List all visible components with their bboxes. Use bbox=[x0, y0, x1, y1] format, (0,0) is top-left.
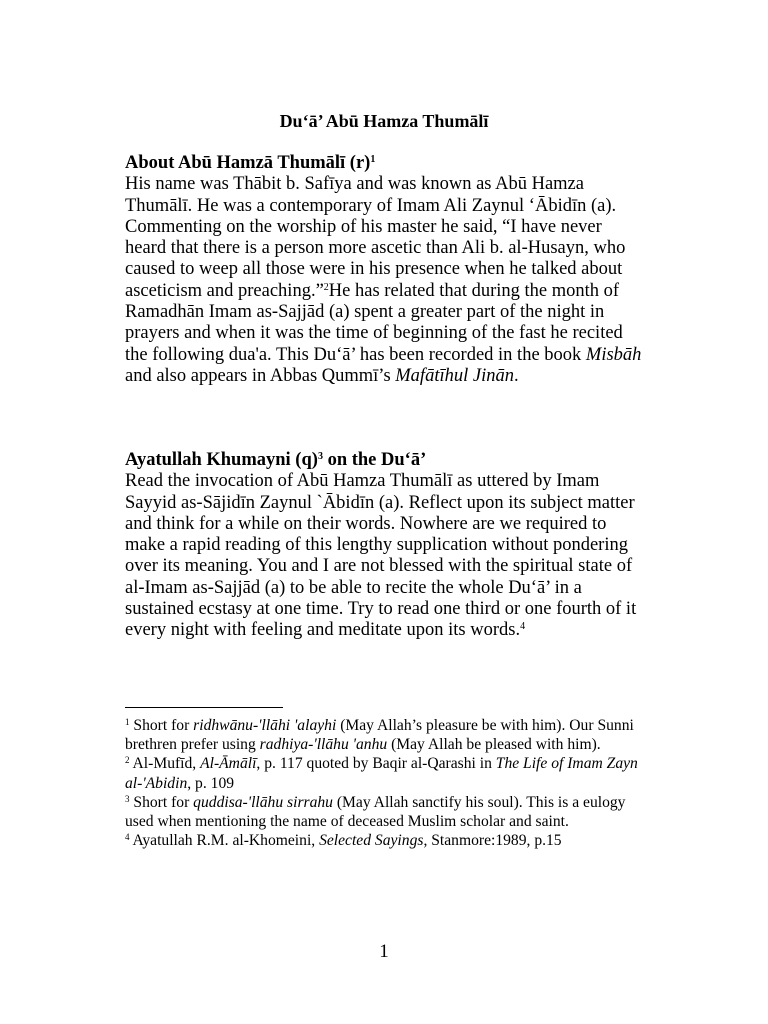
paragraph-text: . bbox=[513, 365, 519, 386]
footnote-text: Short for bbox=[129, 793, 194, 811]
footnote-ref-3: 3 bbox=[317, 451, 323, 462]
section-khumayni bbox=[125, 450, 645, 642]
paragraph-text: and also appears in Abbas Qummī’s bbox=[125, 365, 396, 386]
section-about-abu-hamza bbox=[125, 153, 645, 387]
footnote-ref-4: 4 bbox=[520, 621, 526, 633]
footnote-ref-1: 1 bbox=[370, 154, 376, 165]
footnote-number: 2 bbox=[125, 755, 130, 766]
footnote-italic: Selected Sayings bbox=[319, 832, 424, 850]
paragraph-text: His name was Thābit b. Safīya and was known as Abū Hamza Thumālī. He was a contemporary of Imam Ali Zaynul ‘Ābidīn (a). Commenting on the worship of his master he said, “I have never heard that there is a person more ascetic than Ali b. al-Husayn, who caused to weep all those were in his presence when he talked about asceticism and preaching.” bbox=[125, 174, 626, 301]
book-title-misbah: Misbāh bbox=[585, 344, 642, 365]
paragraph-about bbox=[125, 174, 645, 387]
footnote-1 bbox=[125, 716, 650, 754]
footnote-text: , p. 109 bbox=[187, 774, 235, 792]
footnote-text: , p. 117 quoted by Baqir al-Qarashi in bbox=[256, 755, 496, 773]
footnote-italic: radhiya-'llāhu 'anhu bbox=[259, 736, 388, 754]
footnote-text: (May Allah be pleased with him). bbox=[387, 736, 601, 754]
footnote-text: , Stanmore:1989, p.15 bbox=[423, 832, 562, 850]
footnotes bbox=[125, 716, 650, 850]
footnote-text: Short for bbox=[129, 717, 194, 734]
footnote-2 bbox=[125, 754, 650, 792]
section-heading-about bbox=[125, 153, 645, 174]
heading-text: on the Du‘ā’ bbox=[322, 450, 427, 470]
document-title: Du‘ā’ Abū Hamza Thumālī bbox=[279, 111, 489, 131]
footnote-divider bbox=[125, 707, 283, 708]
page-number: 1 bbox=[379, 941, 389, 962]
footnote-ref-2: 2 bbox=[323, 281, 329, 293]
section-heading-khumayni bbox=[125, 450, 645, 471]
footnote-italic: quddisa-'llāhu sirrahu bbox=[193, 793, 333, 811]
footnote-3 bbox=[125, 793, 650, 831]
heading-text: About Abū Hamzā Thumālī (r) bbox=[125, 153, 371, 173]
footnote-number: 3 bbox=[125, 793, 130, 804]
footnote-text: (May Allah’s pleasure be with him). Our Sunni brethren prefer using bbox=[125, 717, 634, 754]
footnote-text: (May Allah sanctify his soul). This is a eulogy used when mentioning the name of deceased Muslim scholar and saint. bbox=[125, 793, 626, 831]
footnote-text: Ayatullah R.M. al-Khomeini, bbox=[129, 832, 320, 850]
paragraph-text: Read the invocation of Abū Hamza Thumālī as uttered by Imam Sayyid as-Sājidīn Zaynul `Ābidīn (a). Reflect upon its subject matter and think for a while on their words. Nowhere are we required to make a rapid reading of this lengthy supplication without pondering over its meaning. You and I are not blessed with the spiritual state of al-Imam as-Sajjād (a) to be able to recite the whole Du‘ā’ in a sustained ecstasy at one time. Try to read one third or one fourth of it every night with feeling and meditate upon its words. bbox=[125, 471, 637, 641]
footnote-italic: Al-Āmālī bbox=[200, 755, 257, 773]
paragraph-text: He has related that during the month of Ramadhān Imam as-Sajjād (a) spent a greater part of the night in prayers and when it was the time of beginning of the fast he recited the following dua'a. This Du‘ā’ has been recorded in the book bbox=[125, 280, 623, 365]
footnote-number: 4 bbox=[125, 832, 130, 843]
heading-text: Ayatullah Khumayni (q) bbox=[125, 450, 318, 470]
footnote-italic: The Life of Imam Zayn al-'Abidin bbox=[125, 755, 638, 792]
footnote-number: 1 bbox=[125, 717, 130, 727]
footnote-italic: ridhwānu-'llāhi 'alayhi bbox=[193, 717, 337, 734]
book-title-mafatih: Mafātīhul Jinān bbox=[395, 365, 514, 386]
paragraph-khumayni bbox=[125, 471, 645, 641]
footnote-text: Al-Mufīd, bbox=[129, 755, 201, 773]
footnote-4 bbox=[125, 831, 650, 850]
